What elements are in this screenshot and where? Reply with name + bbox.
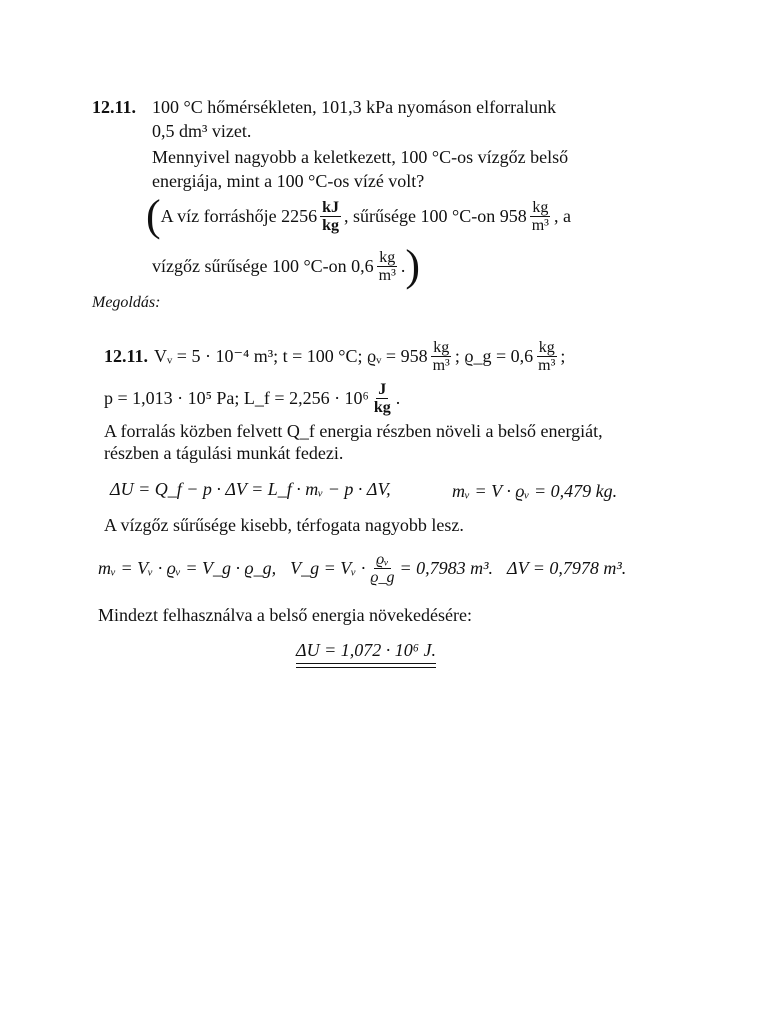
hint-text-d: vízgőz sűrűsége 100 °C-on 0,6 (152, 256, 374, 276)
open-paren: ( (146, 191, 161, 240)
equation-delta-v: ΔV = 0,7978 m³. (507, 558, 627, 578)
solution-given-line-1 (104, 332, 565, 380)
unit-numerator: kg (532, 198, 549, 216)
given-text-3: ; (560, 346, 566, 366)
hint-text-b: , sűrűsége 100 °C-on 958 (344, 206, 527, 226)
given-text-2: ; ϱ_g = 0,6 (454, 346, 534, 366)
unit-fraction-kg-m3 (377, 249, 398, 284)
problem-line-4: energiája, mint a 100 °C-os vízé volt? (152, 171, 425, 191)
final-result: ΔU = 1,072 · 10⁶ J. (296, 640, 436, 664)
hint-text-a: A víz forráshője 2256 (160, 206, 318, 226)
hint-text-e: . (400, 256, 406, 276)
density-denominator: ϱ_g (370, 568, 395, 586)
problem-hint-line-1 (146, 192, 571, 240)
unit-fraction-kg-m3 (536, 339, 557, 374)
unit-denominator: kg (322, 216, 340, 234)
unit-denominator: m³ (432, 356, 450, 374)
solution-paragraph-1a: A forralás közben felvett Q_f energia részben növeli a belső energiát, (104, 421, 603, 441)
close-paren: ) (405, 241, 421, 290)
solution-paragraph-3: Mindezt felhasználva a belső energia növekedésére: (98, 605, 473, 625)
problem-line-1: 100 °C hőmérsékleten, 101,3 kPa nyomáson elforralunk (152, 97, 557, 117)
equation-mass: mᵥ = V · ϱᵥ = 0,479 kg. (452, 481, 618, 501)
problem-line-3: Mennyivel nagyobb a keletkezett, 100 °C-os vízgőz belső (152, 147, 569, 167)
equation-vg-lhs: V_g = Vᵥ · (290, 558, 366, 578)
unit-numerator: kJ (322, 198, 340, 216)
equation-mass-balance: mᵥ = Vᵥ · ϱᵥ = V_g · ϱ_g, (98, 558, 277, 578)
unit-fraction-j-kg (372, 381, 393, 416)
unit-numerator: kg (538, 338, 555, 356)
unit-denominator: m³ (378, 266, 396, 284)
unit-fraction-kj-kg (320, 199, 341, 234)
equation-vg-result: = 0,7983 m³. (399, 558, 494, 578)
problem-hint-line-2 (152, 241, 421, 290)
unit-numerator: J (378, 380, 387, 398)
density-ratio-fraction (368, 551, 396, 586)
unit-denominator: m³ (531, 216, 549, 234)
solution-given-line-2 (104, 376, 400, 420)
given-text-5: . (395, 388, 401, 408)
unit-denominator: kg (373, 398, 391, 416)
solution-paragraph-1b: részben a tágulási munkát fedezi. (104, 443, 344, 463)
unit-denominator: m³ (538, 356, 556, 374)
solution-paragraph-2: A vízgőz sűrűsége kisebb, térfogata nagyobb lesz. (104, 515, 464, 535)
solution-number: 12.11. (104, 346, 149, 366)
given-text-4: p = 1,013 · 10⁵ Pa; L_f = 2,256 · 10⁶ (104, 388, 369, 408)
unit-numerator: kg (433, 338, 450, 356)
equation-energy: ΔU = Q_f − p · ΔV = L_f · mᵥ − p · ΔV, (110, 479, 391, 499)
unit-fraction-kg-m3 (431, 339, 452, 374)
equation-volume-line (98, 546, 626, 590)
solution-label: Megoldás: (92, 294, 161, 311)
density-numerator: ϱᵥ (376, 550, 389, 568)
problem-number: 12.11. (92, 97, 137, 117)
unit-fraction-kg-m3 (530, 199, 551, 234)
problem-line-2: 0,5 dm³ vizet. (152, 121, 252, 141)
hint-text-c: , a (553, 206, 571, 226)
given-text-1: Vᵥ = 5 · 10⁻⁴ m³; t = 100 °C; ϱᵥ = 958 (154, 346, 428, 366)
unit-numerator: kg (379, 248, 396, 266)
